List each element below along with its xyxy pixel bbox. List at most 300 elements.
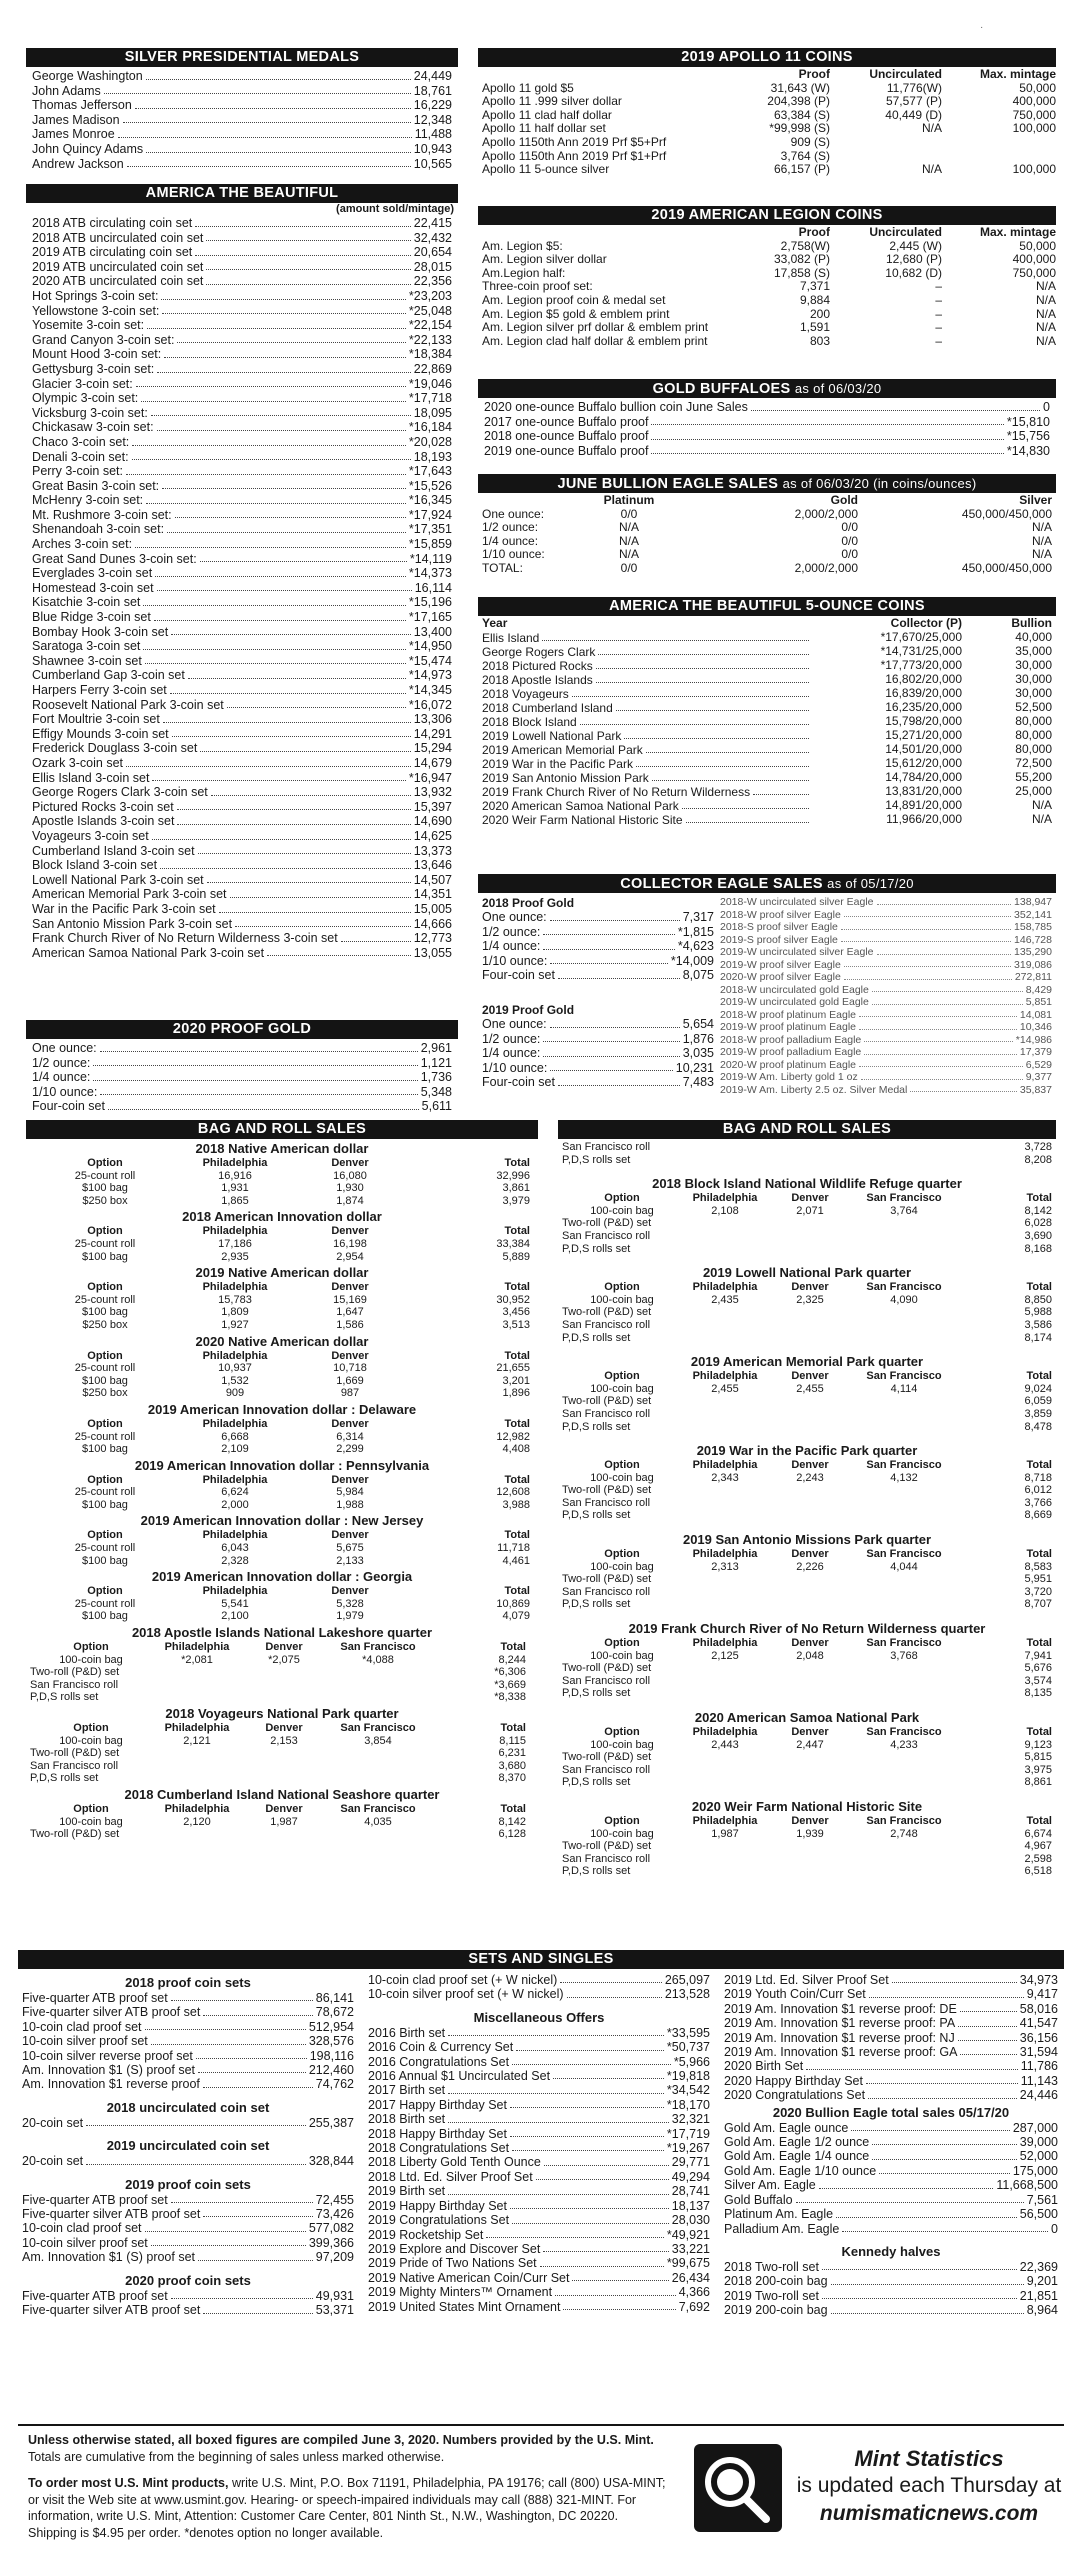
item-value: 18,095 <box>413 405 452 420</box>
table-cell <box>768 1573 852 1586</box>
list-item <box>368 2112 710 2126</box>
item-value: 22,869 <box>413 361 452 376</box>
table-cell: 5,541 <box>221 1597 249 1610</box>
table-cell: 2,299 <box>336 1443 364 1456</box>
column-header: Option <box>604 1281 640 1294</box>
item-label: 2019-S proof silver Eagle <box>720 933 838 946</box>
table-cell <box>682 1598 768 1611</box>
item-value: 35,837 <box>1019 1083 1052 1096</box>
bag-roll-grid <box>562 1281 1052 1344</box>
item-value: *34,542 <box>666 2083 710 2098</box>
table-cell <box>242 1760 326 1773</box>
table-cell: 3,766 <box>1024 1496 1052 1509</box>
bag-roll-table <box>562 1176 1052 1255</box>
column-header: Option <box>87 1349 123 1362</box>
table-cell: 1,988 <box>336 1498 364 1511</box>
table-cell: 400,000 <box>1012 95 1056 109</box>
list-item <box>724 2222 1058 2236</box>
table-cell <box>482 687 812 701</box>
sets-group-title: 2019 proof coin sets <box>125 2176 251 2192</box>
list-item <box>32 668 452 683</box>
list-item <box>720 896 1052 909</box>
item-value: 512,954 <box>308 2019 354 2034</box>
table-cell <box>852 1675 956 1688</box>
column-header: Denver <box>791 1814 829 1827</box>
table-cell: 16,916 <box>218 1169 252 1182</box>
item-value: 10,565 <box>413 156 452 171</box>
table-cell: 25-count roll <box>74 1293 136 1306</box>
table-cell: 5,676 <box>1024 1662 1052 1675</box>
table-cell <box>152 1691 242 1704</box>
column-header: Total <box>504 1417 530 1430</box>
table-cell <box>682 1306 768 1319</box>
item-value: 7,483 <box>682 1075 714 1090</box>
list-item <box>368 1987 710 2001</box>
list-item <box>32 318 452 333</box>
silver-medals-list <box>26 67 458 173</box>
apollo-panel <box>478 48 1056 178</box>
table-cell: One ounce: <box>482 507 545 521</box>
bag-roll-carryover <box>562 1141 1052 1166</box>
dot-leader <box>93 1080 417 1081</box>
column-header: Option <box>604 1548 640 1561</box>
table-cell: 8,208 <box>1024 1153 1052 1166</box>
item-value: 399,366 <box>308 2235 354 2250</box>
table-cell: 16,839/20,000 <box>885 686 962 700</box>
list-item <box>22 2049 354 2063</box>
column-header: Option <box>87 1529 123 1542</box>
table-cell: 2,000 <box>221 1498 249 1511</box>
list-item <box>368 2069 710 2083</box>
table-cell: N/A <box>1035 334 1056 348</box>
item-value: *14,986 <box>1015 1033 1052 1046</box>
item-value: 14,690 <box>413 814 452 829</box>
table-cell: N/A <box>1035 293 1056 307</box>
bag-roll-table-title: 2018 Native American dollar <box>195 1141 369 1156</box>
table-cell <box>482 813 812 827</box>
table-cell <box>830 150 942 164</box>
table-cell: 1,939 <box>796 1827 824 1840</box>
column-header: Denver <box>265 1722 303 1734</box>
sets-singles-col2 <box>368 1973 710 2318</box>
list-item <box>32 741 452 756</box>
item-value: 22,356 <box>413 274 452 289</box>
table-cell: 3,201 <box>502 1374 530 1387</box>
bag-roll-table <box>30 1209 534 1263</box>
item-label: 2018-W proof platinum Eagle <box>720 1008 856 1021</box>
table-cell: 2,748 <box>890 1827 918 1840</box>
dot-leader <box>211 795 411 796</box>
item-value: 11,143 <box>1020 2073 1058 2088</box>
list-item <box>368 2170 710 2184</box>
table-cell: 803 <box>809 334 830 348</box>
table-cell: P,D,S rolls set <box>562 1331 631 1344</box>
footer-order-bold: To order most U.S. Mint products, <box>28 2476 229 2490</box>
table-cell: 8,135 <box>1024 1687 1052 1700</box>
dot-leader <box>563 2309 675 2310</box>
table-cell: 4,035 <box>364 1815 392 1828</box>
column-header: Denver <box>331 1417 369 1430</box>
table-cell: 15,271/20,000 <box>885 728 962 742</box>
item-value: *19,267 <box>666 2141 710 2156</box>
list-item <box>368 2141 710 2155</box>
table-cell: 8,583 <box>1024 1560 1052 1573</box>
list-item <box>32 84 452 99</box>
table-cell: Am. Legion clad half dollar & emblem print <box>482 334 708 348</box>
list-item <box>32 800 452 815</box>
table-cell: *4,088 <box>362 1653 394 1666</box>
item-value: 7,561 <box>1026 2192 1058 2207</box>
item-label: 2020 Congratulations Set <box>724 2088 866 2103</box>
footer-order-rest: write U.S. Mint, P.O. Box 71191, Philadelphia, PA 19176; call (800) USA-MINT; or visit the Web site at www.usmint.gov. Hearing- or speech-impaired individuals may call (888) 321-MINT. For information, write U.S. Mint, Attention: Customer Care Center, 801 Ninth St., N.W., Washington, DC 20220. Shipping is $4.95 per order. *denotes option no longer available. <box>28 2476 666 2540</box>
item-value: 14,081 <box>1019 1008 1052 1021</box>
item-label: 2018 Congratulations Set <box>368 2141 510 2156</box>
dot-leader <box>200 751 410 752</box>
table-cell: 8,174 <box>1024 1331 1052 1344</box>
column-header: Total <box>1026 1192 1052 1205</box>
item-value: *17,719 <box>666 2126 710 2141</box>
column-header: San Francisco <box>866 1814 942 1827</box>
brand-line1: Mint Statistics <box>854 2446 1004 2471</box>
item-value: *19,818 <box>666 2069 710 2084</box>
item-value: 13,400 <box>413 624 452 639</box>
table-cell: San Francisco roll <box>30 1759 119 1772</box>
table-cell: 10,937 <box>218 1362 252 1375</box>
item-label: 2019-W Am. Liberty 2.5 oz. Silver Medal <box>720 1083 908 1096</box>
list-item <box>32 858 452 873</box>
item-label: 1/2 ounce: <box>32 1055 91 1070</box>
column-header: Total <box>504 1529 530 1542</box>
bag-roll-table-title: 2020 Native American dollar <box>195 1333 369 1349</box>
list-item <box>22 2289 354 2303</box>
table-cell <box>768 1217 852 1230</box>
dot-leader <box>203 2313 312 2314</box>
item-label: Ozark 3-coin set <box>32 755 124 770</box>
dot-leader <box>267 955 411 956</box>
dot-leader <box>448 2093 664 2094</box>
table-cell <box>682 1840 768 1853</box>
bag-roll-table <box>30 1265 534 1331</box>
item-value: 175,000 <box>1012 2163 1058 2178</box>
table-cell: 66,157 (P) <box>773 163 830 177</box>
dot-leader <box>162 488 406 489</box>
dot-leader <box>543 1041 679 1042</box>
table-cell: N/A <box>1035 321 1056 335</box>
bag-roll-table-title: 2018 American Innovation dollar <box>182 1209 382 1225</box>
item-label: 10-coin clad proof set <box>22 2019 142 2034</box>
list-item <box>32 260 452 275</box>
table-cell: 5,675 <box>336 1542 364 1555</box>
list-item <box>32 814 452 829</box>
column-header: Collector (P) <box>890 617 962 630</box>
table-cell: 2,447 <box>796 1738 824 1751</box>
bag-roll-grid <box>562 1192 1052 1255</box>
dot-leader <box>819 2188 994 2189</box>
dot-leader <box>163 722 411 723</box>
table-cell: 2,153 <box>270 1734 298 1747</box>
item-label: 2019 Am. Innovation $1 reverse proof: NJ <box>724 2030 955 2045</box>
dot-leader <box>175 517 406 518</box>
dot-leader <box>145 2029 306 2030</box>
dot-leader <box>141 401 406 402</box>
table-cell: Apollo 11 5-ounce silver <box>482 163 610 177</box>
list-item <box>720 1034 1052 1047</box>
list-item <box>724 2193 1058 2207</box>
proof-gold-2018-title: 2018 Proof Gold <box>482 896 575 910</box>
item-label: Am. Innovation $1 reverse proof <box>22 2077 200 2092</box>
item-label: 2019-W uncirculated silver Eagle <box>720 946 874 958</box>
item-value: *5,966 <box>673 2054 710 2069</box>
column-header <box>482 494 574 508</box>
list-item <box>22 2154 354 2168</box>
bag-roll-table <box>562 1621 1052 1700</box>
table-cell: 21,655 <box>496 1362 530 1375</box>
item-label: George Rogers Clark <box>482 644 596 659</box>
item-label: Homestead 3-coin set <box>32 580 154 595</box>
item-value: 213,528 <box>664 1987 710 2002</box>
dot-leader <box>118 137 412 138</box>
table-cell: 1/10 ounce: <box>482 548 545 562</box>
item-label: 2018 Apostle Islands <box>482 672 593 687</box>
item-label: 2019 one-ounce Buffalo proof <box>484 443 649 458</box>
column-header: Philadelphia <box>202 1417 268 1430</box>
table-cell <box>852 1230 956 1243</box>
column-header: Denver <box>791 1548 829 1561</box>
atb5-table <box>478 616 1056 828</box>
table-cell: San Francisco roll <box>562 1318 651 1331</box>
item-value: *14,119 <box>409 551 452 566</box>
bag-roll-table-title: 2019 Lowell National Park quarter <box>702 1265 912 1281</box>
column-header: Option <box>604 1459 640 1472</box>
table-cell: 25-count roll <box>74 1597 136 1610</box>
list-item <box>720 1021 1052 1034</box>
table-cell: N/A <box>921 122 942 136</box>
page-mark: · <box>980 22 984 33</box>
item-value: *14,373 <box>408 566 452 581</box>
item-label: 20-coin set <box>22 2115 84 2130</box>
item-label: 2019 Congratulations Set <box>368 2213 510 2228</box>
dot-leader <box>86 2125 306 2126</box>
list-item <box>482 954 714 969</box>
dot-leader <box>958 2026 1017 2027</box>
dot-leader <box>651 453 1003 454</box>
table-cell <box>482 729 812 743</box>
column-header: Total <box>500 1722 526 1734</box>
column-header: Denver <box>265 1641 303 1654</box>
item-label: One ounce: <box>482 910 547 924</box>
item-label: 2019-W proof silver Eagle <box>720 958 841 971</box>
table-cell <box>768 1662 852 1675</box>
item-value: 28,015 <box>413 259 452 274</box>
dot-leader <box>841 941 1011 942</box>
list-item <box>368 2213 710 2227</box>
table-cell <box>326 1679 430 1692</box>
brand-link[interactable]: numismaticnews.com <box>819 2502 1039 2525</box>
table-cell: 2,243 <box>796 1471 824 1484</box>
table-cell: N/A <box>1035 280 1056 294</box>
column-header: Denver <box>331 1281 369 1294</box>
item-label: 1/10 ounce: <box>482 953 548 968</box>
dot-leader <box>203 2015 312 2016</box>
table-cell: 63,384 (S) <box>773 108 830 122</box>
table-cell: 5,951 <box>1024 1573 1052 1586</box>
item-value: *50,737 <box>666 2040 710 2055</box>
column-header: Denver <box>265 1802 303 1815</box>
sets-singles-col3 <box>724 1973 1058 2318</box>
item-label: Gold Am. Eagle 1/4 ounce <box>724 2149 870 2164</box>
sets-list-top <box>724 1973 1058 2103</box>
table-cell: P,D,S rolls set <box>562 1509 631 1522</box>
item-value: 1,121 <box>420 1055 452 1070</box>
dot-leader <box>841 929 1011 930</box>
sets-group-list <box>22 2116 354 2130</box>
column-header: Total <box>1026 1370 1052 1383</box>
table-cell: P,D,S rolls set <box>30 1772 99 1785</box>
table-cell <box>482 715 812 729</box>
dot-leader <box>162 313 405 314</box>
table-cell <box>682 1395 768 1408</box>
dot-leader <box>196 2058 307 2059</box>
table-cell: 2,000/2,000 <box>794 507 858 521</box>
list-item <box>724 2207 1058 2221</box>
list-item <box>482 910 714 925</box>
table-cell: Two-roll (P&D) set <box>562 1751 652 1764</box>
bag-roll-table <box>30 1334 534 1400</box>
list-item <box>32 479 452 494</box>
dot-leader <box>152 780 405 781</box>
item-label: Mount Hood 3-coin set: <box>32 347 162 362</box>
dot-leader <box>682 808 809 809</box>
table-cell: Apollo 11 half dollar set <box>482 122 606 136</box>
dot-leader <box>960 2011 1017 2012</box>
dot-leader <box>616 710 809 711</box>
column-header: Denver <box>331 1157 369 1169</box>
item-label: 1/2 ounce: <box>482 1031 541 1046</box>
dot-leader <box>543 934 674 935</box>
table-cell <box>482 645 812 659</box>
column-header: Option <box>604 1637 640 1650</box>
table-cell: 30,000 <box>1015 686 1052 700</box>
item-label: 2019 American Memorial Park <box>482 742 643 757</box>
table-cell: 25,000 <box>1015 784 1052 798</box>
proof-gold-2020-panel <box>26 1020 458 1114</box>
list-item <box>32 98 452 113</box>
item-label: 2019 Mighty Minters™ Ornament <box>368 2285 553 2300</box>
list-item <box>22 2236 354 2250</box>
item-value: 15,294 <box>413 741 452 756</box>
item-value: 3,035 <box>682 1046 714 1061</box>
list-item <box>724 2059 1058 2073</box>
table-cell <box>768 1395 852 1408</box>
dot-leader <box>167 532 406 533</box>
dot-leader <box>151 2245 306 2246</box>
apollo-table <box>478 67 1056 178</box>
table-cell: 0/0 <box>620 507 638 521</box>
column-header: Philadelphia <box>164 1641 230 1654</box>
item-value: 5,611 <box>421 1099 452 1114</box>
table-cell: San Francisco roll <box>562 1141 651 1153</box>
table-cell: 1,874 <box>336 1194 364 1207</box>
dot-leader <box>93 1065 417 1066</box>
table-cell: Two-roll (P&D) set <box>562 1395 652 1408</box>
bag-roll-table-title: 2019 Native American dollar <box>195 1265 369 1281</box>
list-item <box>484 415 1050 430</box>
item-value: 14,351 <box>413 887 452 902</box>
table-cell <box>482 771 812 785</box>
table-cell: 2,758(W) <box>780 239 830 253</box>
item-value: 8,964 <box>1026 2303 1058 2318</box>
list-item <box>32 113 452 128</box>
list-item <box>32 946 452 961</box>
list-item <box>368 2256 710 2270</box>
dot-leader <box>536 2179 669 2180</box>
table-cell: 5,815 <box>1024 1751 1052 1764</box>
table-cell: 4,461 <box>502 1554 530 1567</box>
table-cell <box>852 1751 956 1764</box>
list-item <box>484 429 1050 444</box>
item-label: 2019 Lowell National Park <box>482 728 622 743</box>
item-value: 8,075 <box>682 968 714 983</box>
table-cell: 8,370 <box>498 1772 526 1785</box>
table-cell: Am. Legion $5: <box>482 239 563 253</box>
column-header: Philadelphia <box>202 1281 268 1294</box>
dot-leader <box>624 738 809 739</box>
item-value: 97,209 <box>315 2250 354 2265</box>
proof-gold-2020-title: 2020 PROOF GOLD <box>26 1020 458 1039</box>
list-item <box>724 2178 1058 2192</box>
dot-leader <box>155 576 406 577</box>
table-cell: 1,669 <box>336 1374 364 1387</box>
item-value: 26,434 <box>671 2270 710 2285</box>
bag-roll-table <box>30 1569 534 1623</box>
bag-roll-table-title: 2019 American Innovation dollar : Delaware <box>147 1401 417 1417</box>
dot-leader <box>844 966 1011 967</box>
table-cell <box>768 1586 852 1599</box>
dot-leader <box>146 503 406 504</box>
table-cell <box>852 1332 956 1345</box>
dot-leader <box>510 2136 664 2137</box>
item-label: Gettysburg 3-coin set: <box>32 361 155 376</box>
item-value: 24,446 <box>1019 2088 1058 2103</box>
item-label: Fort Moultrie 3-coin set <box>32 712 160 727</box>
table-cell: 400,000 <box>1012 253 1056 267</box>
table-cell: 2,125 <box>711 1649 739 1662</box>
item-value: *4,623 <box>677 939 714 954</box>
table-cell: *3,669 <box>494 1678 526 1691</box>
list-item <box>32 785 452 800</box>
list-item <box>368 2300 710 2314</box>
item-label: Roosevelt National Park 3-coin set <box>32 697 224 712</box>
table-cell: 8,669 <box>1024 1509 1052 1522</box>
item-value: 255,387 <box>308 2115 354 2130</box>
table-cell: 11,966/20,000 <box>886 812 962 826</box>
list-item <box>482 1075 714 1090</box>
bag-roll-grid <box>562 1637 1052 1700</box>
table-cell: P,D,S rolls set <box>562 1865 631 1878</box>
table-cell: 204,398 (P) <box>767 95 830 109</box>
table-cell <box>768 1497 852 1510</box>
item-label: 2019 San Antonio Mission Park <box>482 770 649 785</box>
item-label: 10-coin silver proof set <box>22 2235 148 2250</box>
item-label: 2016 Congratulations Set <box>368 2054 510 2069</box>
dot-leader <box>859 1066 1023 1067</box>
item-value: 22,415 <box>413 216 452 230</box>
column-header: Max. mintage <box>979 68 1056 81</box>
table-cell: 100-coin bag <box>59 1653 123 1666</box>
footer-order <box>28 2475 668 2541</box>
table-cell: 2,935 <box>221 1250 249 1263</box>
june-bullion-table <box>478 493 1056 577</box>
